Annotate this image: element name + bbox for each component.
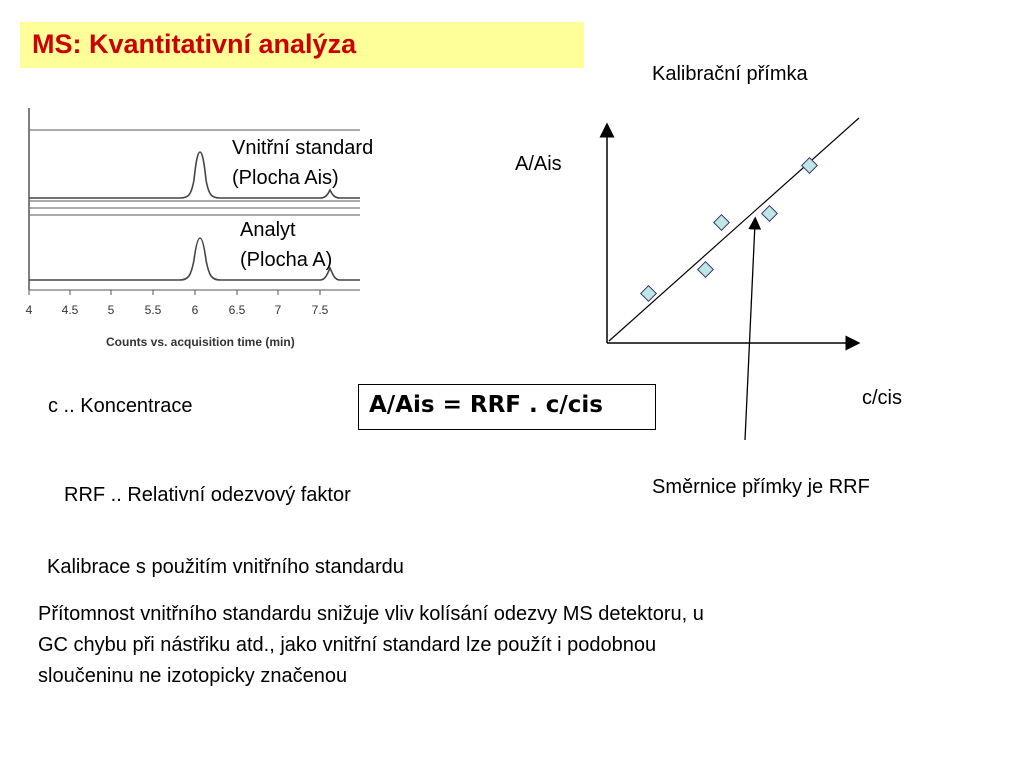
internal-standard-label-line2: (Plocha Ais) xyxy=(232,167,339,189)
calibration-ylabel: A/Ais xyxy=(515,153,562,175)
slope-note: Směrnice přímky je RRF xyxy=(652,476,870,498)
calibration-subtitle: Kalibrace s použitím vnitřního standardu xyxy=(47,556,404,578)
paragraph-line-1: Přítomnost vnitřního standardu snižuje vliv kolísání odezvy MS detektoru, u xyxy=(38,603,704,625)
paragraph-line-2: GC chybu při nástřiku atd., jako vnitřní standard lze použít i podobnou xyxy=(38,634,657,656)
calibration-point xyxy=(714,215,730,231)
tick-label: 4 xyxy=(25,303,33,317)
rrf-legend: RRF .. Relativní odezvový faktor xyxy=(64,484,351,506)
calibration-xlabel: c/cis xyxy=(862,387,902,409)
calibration-point xyxy=(698,262,714,278)
tick-label: 6.5 xyxy=(228,303,246,317)
title-banner xyxy=(20,22,584,68)
tick-label: 4.5 xyxy=(61,303,79,317)
chromatogram-ticks xyxy=(29,290,320,295)
calibration-point xyxy=(641,286,657,302)
chromatogram-xlabel: Counts vs. acquisition time (min) xyxy=(106,335,295,349)
calibration-point xyxy=(802,158,818,174)
slope-arrow xyxy=(745,223,755,440)
analyte-label-line1: Analyt xyxy=(240,219,296,241)
tick-label: 7.5 xyxy=(311,303,329,317)
internal-standard-label-line1: Vnitřní standard xyxy=(232,137,374,159)
formula-box xyxy=(358,384,656,430)
page-title: MS: Kvantitativní analýza xyxy=(32,29,357,59)
formula-text: A/Ais = RRF . c/cis xyxy=(369,392,603,418)
calibration-point xyxy=(762,206,778,222)
concentration-legend: c .. Koncentrace xyxy=(48,395,193,417)
tick-label: 6 xyxy=(191,303,199,317)
description-paragraph xyxy=(38,599,938,692)
paragraph-line-3: sloučeninu ne izotopicky značenou xyxy=(38,665,348,687)
calibration-title: Kalibrační přímka xyxy=(652,63,808,85)
tick-label: 5.5 xyxy=(144,303,162,317)
tick-label: 7 xyxy=(274,303,282,317)
tick-label: 5 xyxy=(107,303,115,317)
calibration-line xyxy=(609,118,859,341)
analyte-label-line2: (Plocha A) xyxy=(240,249,333,271)
